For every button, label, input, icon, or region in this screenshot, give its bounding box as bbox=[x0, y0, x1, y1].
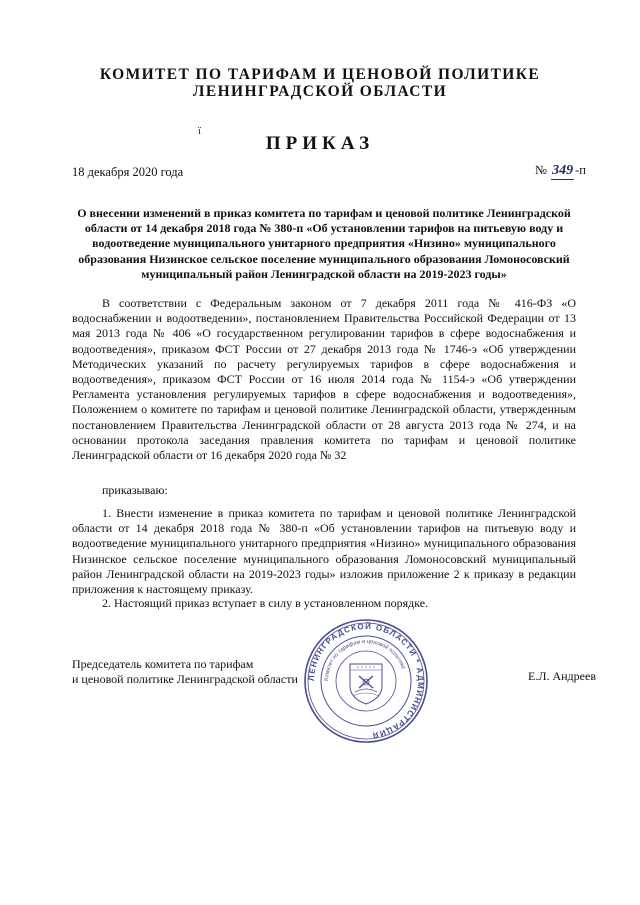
legal-basis-paragraph: В соответствии с Федеральным законом от 7 декабря 2011 года № 416-ФЗ «О водоснабжении и водоотведении», постановлением Правительства Российской Федерации от 13 мая 2013 года № 406 «О государственном регулировании тарифов в сфере водоснабжения и водоотведения», приказом ФСТ России от 27 декабря 2013 года № 1746-э «Об утверждении Методических указаний по расчету регулируемых тарифов в сфере водоснабжения и водоотведения», приказом ФСТ России от 16 июля 2014 года № 1154-э «Об утверждении Регламента установления регулируемых тарифов в сфере водоснабжения и водоотведения», Положением о комитете по тарифам и ценовой политике Ленинградской области, утвержденным постановлением Правительства Ленинградской области от 28 августа 2013 года № 274, и на основании протокола заседания правления комитета по тарифам и ценовой политике Ленинградской области от 16 декабря 2020 года № 32 bbox=[72, 296, 576, 463]
seal-outer-text: ЛЕНИНГРАДСКОЙ ОБЛАСТИ * АДМИНИСТРАЦИЯ bbox=[306, 621, 426, 740]
number-sign: № bbox=[535, 163, 547, 177]
order-subject: О внесении изменений в приказ комитета по тарифам и ценовой политике Ленинградской области от 14 декабря 2018 года № 380-п «Об установлении тарифов на питьевую воду и водоотведение муниципального унитарного предприятия «Низино» муниципального образования Низинское сельское поселение муниципального образования Ломоносовский муниципальный район Ленинградской области на 2019-2023 годы» bbox=[77, 206, 571, 281]
header-line-1: КОМИТЕТ ПО ТАРИФАМ И ЦЕНОВОЙ ПОЛИТИКЕ bbox=[99, 66, 541, 83]
order-item-1: 1. Внести изменение в приказ комитета по тарифам и ценовой политике Ленинградской области от 14 декабря 2018 года № 380-п «Об установлении тарифов на питьевую воду и водоотведение муниципального унитарного предприятия «Низино» муниципального образования Низинское сельское поселение муниципального образования Ломоносовский муниципальный район Ленинградской области на 2019-2023 годы» изложив приложение 2 к приказу в редакции приложения к настоящему приказу. bbox=[72, 506, 576, 597]
order-number bbox=[535, 163, 586, 180]
official-seal-stamp bbox=[303, 618, 429, 744]
signatory-position-line-1: Председатель комитета по тарифам bbox=[72, 657, 254, 671]
scan-mark: ї bbox=[198, 125, 202, 137]
coat-of-arms-icon bbox=[350, 664, 382, 704]
order-date: 18 декабря 2020 года bbox=[72, 165, 184, 179]
committee-header bbox=[60, 66, 580, 100]
handwritten-number: 349 bbox=[552, 163, 574, 178]
signatory-name: Е.Л. Андреев bbox=[528, 669, 596, 683]
signatory-position bbox=[72, 657, 298, 687]
number-suffix: -п bbox=[575, 163, 586, 177]
document-title: ПРИКАЗ bbox=[265, 133, 375, 154]
signatory-position-line-2: и ценовой политике Ленинградской области bbox=[72, 672, 298, 687]
order-word: приказываю: bbox=[102, 483, 168, 497]
seal-inner-text: Комитет по тарифам и ценовой политике bbox=[323, 638, 406, 682]
header-line-2: ЛЕНИНГРАДСКОЙ ОБЛАСТИ bbox=[192, 83, 448, 100]
order-item-2: 2. Настоящий приказ вступает в силу в установленном порядке. bbox=[102, 596, 429, 610]
